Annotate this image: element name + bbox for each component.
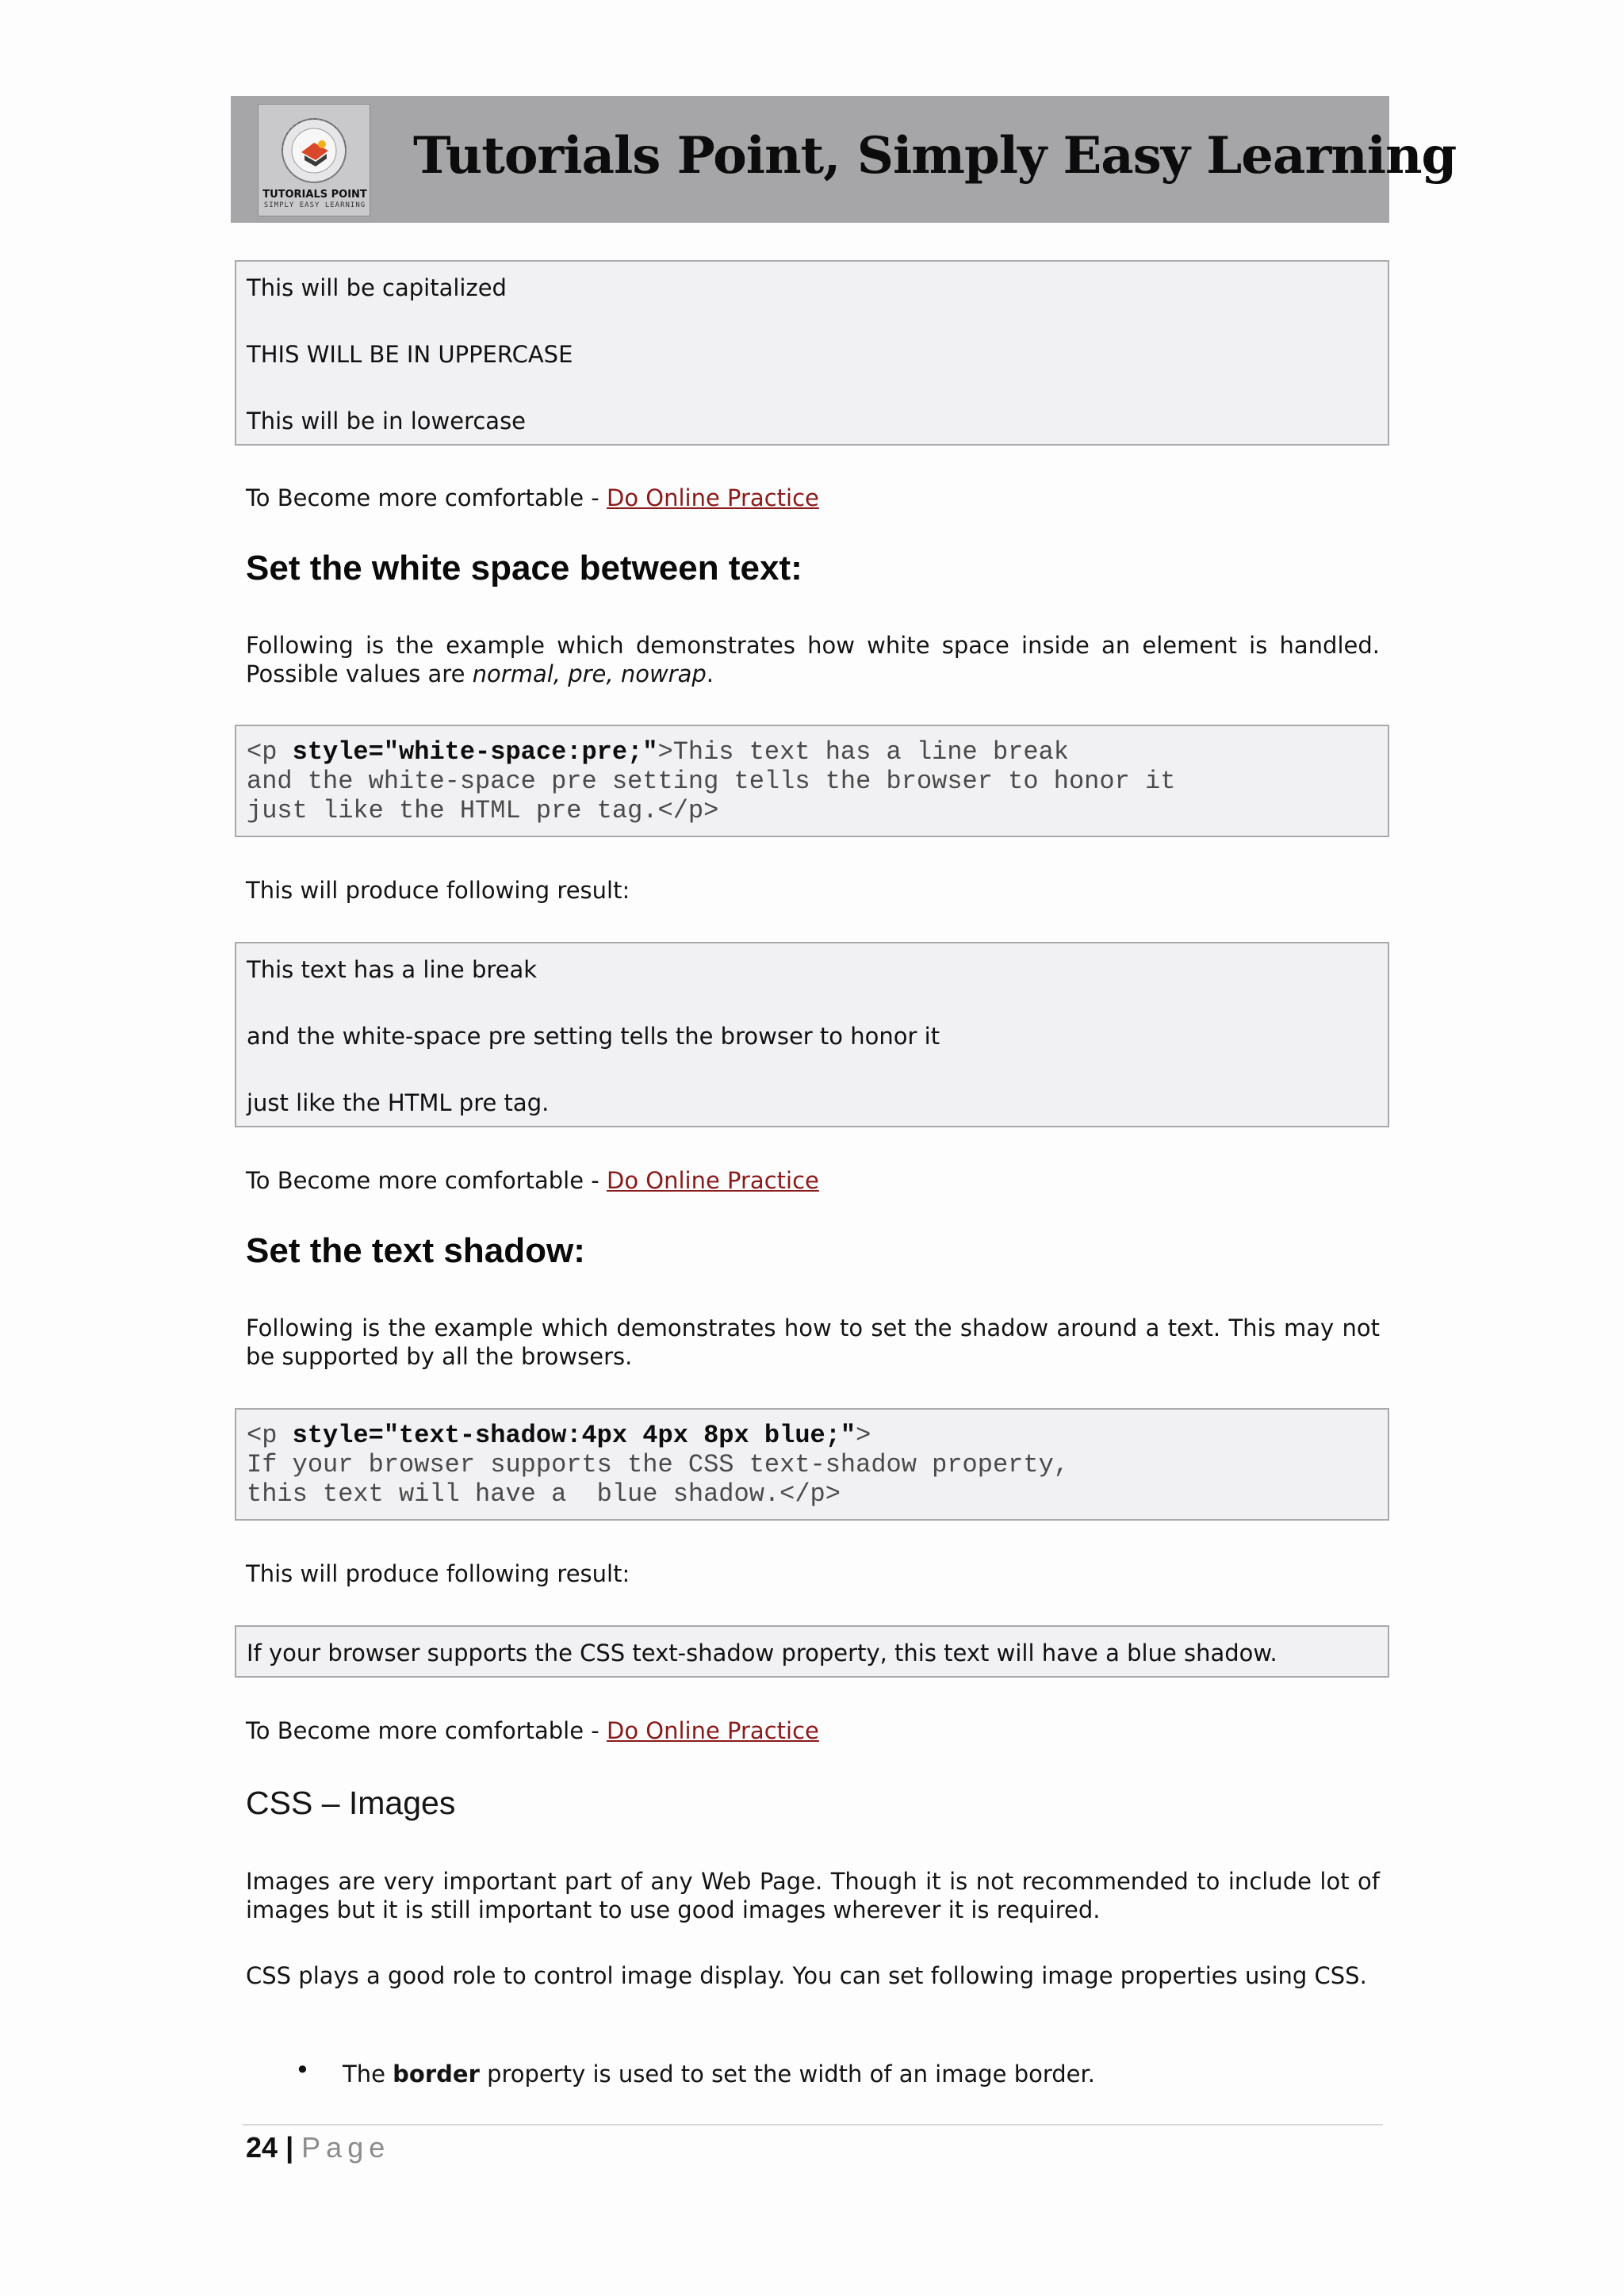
do-online-practice-link[interactable]: Do Online Practice: [606, 484, 819, 511]
result-line: If your browser supports the CSS text-shadow property, this text will have a blue shadow.: [247, 1640, 1277, 1667]
code-line: and the white-space pre setting tells the browser to honor it: [247, 767, 1176, 796]
code-tag-open: <p: [247, 1421, 293, 1450]
result-box-text-transform: [235, 260, 1389, 446]
result-box-text-shadow: [235, 1625, 1389, 1678]
section-heading-white-space: Set the white space between text:: [246, 549, 802, 587]
code-line: If your browser supports the CSS text-shadow property,: [247, 1450, 1069, 1479]
tutorials-point-logo: [258, 104, 370, 216]
page-number: 24: [246, 2131, 278, 2164]
result-line: just like the HTML pre tag.: [247, 1089, 550, 1116]
footer-separator: |: [285, 2131, 294, 2164]
white-space-intro-end: .: [706, 660, 714, 687]
practice-line: [246, 1166, 1380, 1195]
bullet-text-post: property is used to set the width of an image border.: [479, 2061, 1096, 2087]
code-line: [247, 1421, 871, 1450]
images-paragraph-1: Images are very important part of any Web Page. Though it is not recommended to include lot of images but it is still important to use good images wherever it is required.: [246, 1868, 1380, 1923]
do-online-practice-link[interactable]: Do Online Practice: [606, 1167, 819, 1194]
site-title: Tutorials Point, Simply Easy Learning: [413, 126, 1457, 186]
result-line: and the white-space pre setting tells the browser to honor it: [247, 1023, 940, 1050]
code-text: >This text has a line break: [657, 737, 1069, 767]
code-line: this text will have a blue shadow.</p>: [247, 1479, 841, 1509]
border-property-item: [343, 2060, 1373, 2088]
code-line: just like the HTML pre tag.</p>: [247, 796, 719, 825]
text-shadow-intro: Following is the example which demonstrates how to set the shadow around a text. This may not be supported by all the browsers.: [246, 1314, 1380, 1370]
bullet-text-pre: The: [343, 2061, 393, 2087]
white-space-intro: [246, 631, 1380, 688]
bullet-keyword: border: [393, 2061, 480, 2087]
code-box-text-shadow: [235, 1408, 1389, 1521]
code-line: [247, 737, 1069, 767]
practice-prefix: To Become more comfortable -: [246, 1717, 607, 1744]
result-box-white-space: [235, 942, 1389, 1127]
do-online-practice-link[interactable]: Do Online Practice: [606, 1717, 819, 1744]
footer-divider: [243, 2124, 1383, 2126]
section-heading-css-images: CSS – Images: [246, 1785, 456, 1821]
page-footer: [246, 2131, 390, 2164]
page-label: Page: [301, 2131, 391, 2164]
result-label: This will produce following result:: [246, 877, 630, 904]
result-line: This will be capitalized: [247, 274, 507, 301]
practice-prefix: To Become more comfortable -: [246, 1167, 607, 1194]
code-attribute: style="text-shadow:4px 4px 8px blue;": [292, 1421, 856, 1450]
section-heading-text-shadow: Set the text shadow:: [246, 1231, 585, 1270]
code-tag-open: <p: [247, 737, 293, 767]
practice-line: [246, 484, 1380, 512]
result-line: THIS WILL BE IN UPPERCASE: [247, 341, 573, 368]
white-space-intro-text: Following is the example which demonstrates how white space inside an element is handled. Possible values are: [246, 632, 1380, 687]
bullet-icon: •: [295, 2055, 310, 2085]
white-space-values: normal, pre, nowrap: [472, 660, 707, 687]
practice-prefix: To Become more comfortable -: [246, 484, 607, 511]
code-attribute: style="white-space:pre;": [292, 737, 658, 767]
code-box-white-space: [235, 725, 1389, 837]
result-label: This will produce following result:: [246, 1560, 630, 1587]
result-line: This will be in lowercase: [247, 408, 527, 434]
practice-line: [246, 1716, 1380, 1745]
logo-name: TUTORIALS POINT: [262, 189, 367, 201]
logo-tagline: SIMPLY EASY LEARNING: [263, 201, 366, 209]
images-paragraph-2: CSS plays a good role to control image display. You can set following image properties using CSS.: [246, 1962, 1367, 1989]
page-header: [231, 96, 1457, 223]
code-text: >: [856, 1421, 871, 1450]
result-line: This text has a line break: [247, 956, 538, 983]
